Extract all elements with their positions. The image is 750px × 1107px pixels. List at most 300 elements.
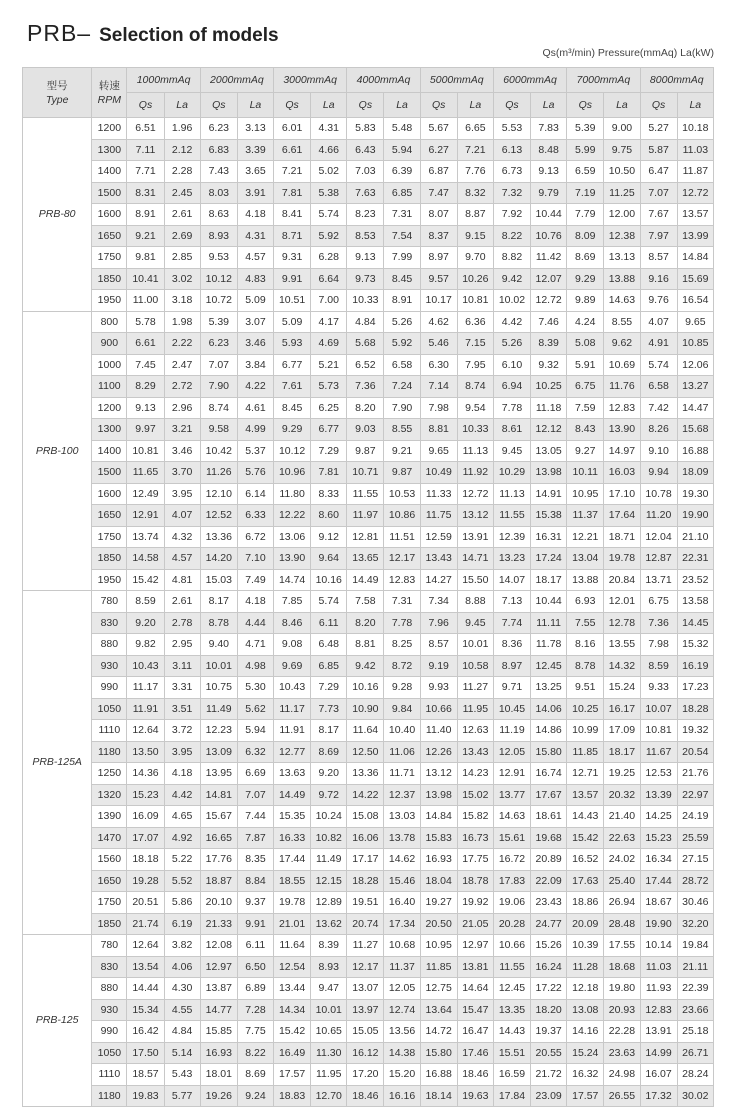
- qs-cell: 11.28: [567, 956, 604, 978]
- la-cell: 12.70: [311, 1085, 347, 1107]
- table-row: [23, 999, 714, 1021]
- la-cell: 16.19: [677, 655, 713, 677]
- la-cell: 9.72: [311, 784, 347, 806]
- la-cell: 13.03: [384, 806, 420, 828]
- qs-cell: 7.59: [567, 397, 604, 419]
- qs-cell: 17.17: [347, 849, 384, 871]
- table-row: [23, 569, 714, 591]
- la-cell: 10.01: [311, 999, 347, 1021]
- la-cell: 2.85: [164, 247, 200, 269]
- la-cell: 17.46: [457, 1042, 493, 1064]
- qs-cell: 14.25: [640, 806, 677, 828]
- qs-cell: 18.57: [127, 1064, 164, 1086]
- la-cell: 8.22: [237, 1042, 273, 1064]
- la-cell: 24.19: [677, 806, 713, 828]
- la-cell: 9.37: [237, 892, 273, 914]
- qs-cell: 15.61: [493, 827, 530, 849]
- qs-cell: 16.88: [420, 1064, 457, 1086]
- la-cell: 16.47: [457, 1021, 493, 1043]
- qs-cell: 13.64: [420, 999, 457, 1021]
- qs-cell: 7.43: [200, 161, 237, 183]
- la-cell: 7.28: [237, 999, 273, 1021]
- qs-cell: 10.25: [567, 698, 604, 720]
- la-cell: 11.06: [384, 741, 420, 763]
- la-cell: 4.83: [237, 268, 273, 290]
- qs-cell: 21.74: [127, 913, 164, 935]
- rpm-cell: 1180: [92, 741, 127, 763]
- la-cell: 15.26: [531, 935, 567, 957]
- rpm-cell: 1050: [92, 698, 127, 720]
- la-cell: 12.83: [604, 397, 640, 419]
- qs-cell: 9.93: [420, 677, 457, 699]
- la-cell: 6.50: [237, 956, 273, 978]
- model-name: PRB-100: [23, 311, 92, 591]
- qs-header: Qs: [200, 93, 237, 118]
- la-cell: 4.66: [311, 139, 347, 161]
- qs-cell: 8.93: [200, 225, 237, 247]
- la-cell: 8.17: [311, 720, 347, 742]
- la-cell: 14.32: [604, 655, 640, 677]
- la-cell: 5.26: [384, 311, 420, 333]
- table-row: [23, 935, 714, 957]
- qs-cell: 5.99: [567, 139, 604, 161]
- table-row: [23, 1042, 714, 1064]
- la-cell: 17.22: [531, 978, 567, 1000]
- la-cell: 24.02: [604, 849, 640, 871]
- la-cell: 3.21: [164, 419, 200, 441]
- qs-cell: 18.14: [420, 1085, 457, 1107]
- la-cell: 16.17: [604, 698, 640, 720]
- qs-cell: 10.12: [200, 268, 237, 290]
- qs-cell: 13.65: [347, 548, 384, 570]
- la-cell: 11.78: [531, 634, 567, 656]
- la-cell: 10.44: [531, 204, 567, 226]
- qs-cell: 16.42: [127, 1021, 164, 1043]
- la-cell: 9.13: [531, 161, 567, 183]
- la-cell: 14.86: [531, 720, 567, 742]
- la-cell: 10.18: [677, 118, 713, 140]
- qs-cell: 6.43: [347, 139, 384, 161]
- la-cell: 10.53: [384, 483, 420, 505]
- la-cell: 16.88: [677, 440, 713, 462]
- la-cell: 12.05: [384, 978, 420, 1000]
- qs-cell: 15.35: [274, 806, 311, 828]
- la-cell: 16.24: [531, 956, 567, 978]
- la-cell: 13.88: [604, 268, 640, 290]
- qs-cell: 5.39: [567, 118, 604, 140]
- rpm-cell: 1300: [92, 139, 127, 161]
- rpm-cell: 800: [92, 311, 127, 333]
- qs-cell: 19.28: [127, 870, 164, 892]
- qs-cell: 11.80: [274, 483, 311, 505]
- qs-cell: 11.00: [127, 290, 164, 312]
- qs-cell: 8.91: [127, 204, 164, 226]
- qs-cell: 9.10: [640, 440, 677, 462]
- table-row: [23, 720, 714, 742]
- la-cell: 15.02: [457, 784, 493, 806]
- la-cell: 21.40: [604, 806, 640, 828]
- la-cell: 10.85: [677, 333, 713, 355]
- la-cell: 2.72: [164, 376, 200, 398]
- qs-cell: 8.59: [640, 655, 677, 677]
- la-cell: 4.44: [237, 612, 273, 634]
- qs-cell: 4.62: [420, 311, 457, 333]
- la-cell: 5.52: [164, 870, 200, 892]
- qs-cell: 9.76: [640, 290, 677, 312]
- la-cell: 18.68: [604, 956, 640, 978]
- la-cell: 22.28: [604, 1021, 640, 1043]
- la-cell: 18.09: [677, 462, 713, 484]
- la-cell: 13.57: [677, 204, 713, 226]
- la-cell: 7.00: [311, 290, 347, 312]
- qs-cell: 12.21: [567, 526, 604, 548]
- qs-cell: 6.61: [274, 139, 311, 161]
- rpm-cell: 1470: [92, 827, 127, 849]
- la-cell: 17.67: [531, 784, 567, 806]
- la-cell: 14.97: [604, 440, 640, 462]
- qs-cell: 11.26: [200, 462, 237, 484]
- la-cell: 25.18: [677, 1021, 713, 1043]
- table-row: [23, 1085, 714, 1107]
- rpm-cell: 1650: [92, 225, 127, 247]
- qs-cell: 13.35: [493, 999, 530, 1021]
- qs-cell: 10.39: [567, 935, 604, 957]
- la-cell: 19.68: [531, 827, 567, 849]
- rpm-cell: 1300: [92, 419, 127, 441]
- la-cell: 9.70: [457, 247, 493, 269]
- la-cell: 3.11: [164, 655, 200, 677]
- la-cell: 21.10: [677, 526, 713, 548]
- qs-cell: 10.29: [493, 462, 530, 484]
- table-row: [23, 892, 714, 914]
- la-cell: 9.79: [531, 182, 567, 204]
- qs-cell: 7.97: [640, 225, 677, 247]
- pressure-header: 8000mmAq: [640, 68, 714, 93]
- rpm-cell: 1850: [92, 913, 127, 935]
- la-cell: 7.99: [384, 247, 420, 269]
- rpm-cell: 1200: [92, 397, 127, 419]
- la-cell: 3.46: [164, 440, 200, 462]
- la-cell: 5.73: [311, 376, 347, 398]
- table-row: [23, 1064, 714, 1086]
- table-row: [23, 397, 714, 419]
- rpm-cell: 880: [92, 634, 127, 656]
- la-cell: 9.20: [311, 763, 347, 785]
- qs-cell: 7.61: [274, 376, 311, 398]
- table-row: [23, 913, 714, 935]
- qs-cell: 8.53: [347, 225, 384, 247]
- rpm-cell: 1750: [92, 892, 127, 914]
- la-cell: 11.42: [531, 247, 567, 269]
- la-cell: 5.14: [164, 1042, 200, 1064]
- la-cell: 18.28: [677, 698, 713, 720]
- qs-cell: 9.82: [127, 634, 164, 656]
- pressure-header: 3000mmAq: [274, 68, 347, 93]
- la-cell: 17.64: [604, 505, 640, 527]
- qs-cell: 8.03: [200, 182, 237, 204]
- table-row: [23, 268, 714, 290]
- la-cell: 30.46: [677, 892, 713, 914]
- qs-cell: 13.98: [420, 784, 457, 806]
- qs-cell: 8.17: [200, 591, 237, 613]
- la-cell: 22.09: [531, 870, 567, 892]
- rpm-cell: 1750: [92, 247, 127, 269]
- qs-cell: 11.17: [274, 698, 311, 720]
- la-cell: 11.13: [457, 440, 493, 462]
- la-cell: 6.89: [237, 978, 273, 1000]
- qs-cell: 10.14: [640, 935, 677, 957]
- rpm-cell: 1850: [92, 548, 127, 570]
- la-cell: 7.29: [311, 677, 347, 699]
- la-cell: 17.75: [457, 849, 493, 871]
- la-cell: 3.51: [164, 698, 200, 720]
- la-cell: 3.65: [237, 161, 273, 183]
- table-row: [23, 376, 714, 398]
- la-cell: 28.48: [604, 913, 640, 935]
- qs-cell: 12.75: [420, 978, 457, 1000]
- la-cell: 10.82: [311, 827, 347, 849]
- qs-cell: 7.55: [567, 612, 604, 634]
- qs-cell: 16.72: [493, 849, 530, 871]
- qs-cell: 10.42: [200, 440, 237, 462]
- la-cell: 13.43: [457, 741, 493, 763]
- qs-cell: 19.26: [200, 1085, 237, 1107]
- la-cell: 11.87: [677, 161, 713, 183]
- la-cell: 6.65: [457, 118, 493, 140]
- la-cell: 9.91: [237, 913, 273, 935]
- qs-cell: 8.20: [347, 397, 384, 419]
- qs-cell: 8.57: [640, 247, 677, 269]
- qs-cell: 10.45: [493, 698, 530, 720]
- qs-cell: 8.78: [567, 655, 604, 677]
- model-name: PRB-125A: [23, 591, 92, 935]
- qs-cell: 14.07: [493, 569, 530, 591]
- table-row: [23, 290, 714, 312]
- la-cell: 6.85: [384, 182, 420, 204]
- la-cell: 11.76: [604, 376, 640, 398]
- qs-cell: 9.89: [567, 290, 604, 312]
- qs-cell: 5.08: [567, 333, 604, 355]
- qs-cell: 15.23: [127, 784, 164, 806]
- qs-cell: 17.32: [640, 1085, 677, 1107]
- la-cell: 5.74: [311, 204, 347, 226]
- qs-header: Qs: [347, 93, 384, 118]
- qs-cell: 17.84: [493, 1085, 530, 1107]
- qs-cell: 16.34: [640, 849, 677, 871]
- qs-cell: 14.77: [200, 999, 237, 1021]
- qs-cell: 9.53: [200, 247, 237, 269]
- qs-cell: 7.45: [127, 354, 164, 376]
- qs-cell: 7.92: [493, 204, 530, 226]
- table-row: [23, 462, 714, 484]
- qs-cell: 12.23: [200, 720, 237, 742]
- la-cell: 5.48: [384, 118, 420, 140]
- la-cell: 5.43: [164, 1064, 200, 1086]
- qs-cell: 11.93: [640, 978, 677, 1000]
- la-cell: 14.91: [531, 483, 567, 505]
- la-cell: 18.71: [604, 526, 640, 548]
- qs-cell: 20.09: [567, 913, 604, 935]
- la-cell: 27.15: [677, 849, 713, 871]
- la-cell: 8.69: [237, 1064, 273, 1086]
- la-cell: 3.82: [164, 935, 200, 957]
- la-cell: 14.45: [677, 612, 713, 634]
- qs-cell: 11.27: [347, 935, 384, 957]
- la-cell: 13.99: [677, 225, 713, 247]
- la-cell: 2.12: [164, 139, 200, 161]
- la-cell: 13.56: [384, 1021, 420, 1043]
- qs-cell: 7.96: [420, 612, 457, 634]
- qs-cell: 8.26: [640, 419, 677, 441]
- qs-cell: 13.57: [567, 784, 604, 806]
- qs-cell: 12.05: [493, 741, 530, 763]
- la-cell: 5.74: [311, 591, 347, 613]
- type-header-en: Type: [45, 93, 69, 106]
- qs-cell: 18.18: [127, 849, 164, 871]
- la-cell: 7.73: [311, 698, 347, 720]
- la-cell: 9.12: [311, 526, 347, 548]
- qs-cell: 17.83: [493, 870, 530, 892]
- la-cell: 9.65: [677, 311, 713, 333]
- la-cell: 16.54: [677, 290, 713, 312]
- la-cell: 10.50: [604, 161, 640, 183]
- table-row: [23, 247, 714, 269]
- la-cell: 6.48: [311, 634, 347, 656]
- qs-cell: 14.49: [347, 569, 384, 591]
- qs-cell: 7.36: [347, 376, 384, 398]
- qs-cell: 20.10: [200, 892, 237, 914]
- qs-cell: 13.95: [200, 763, 237, 785]
- qs-cell: 8.36: [493, 634, 530, 656]
- la-cell: 6.11: [311, 612, 347, 634]
- qs-cell: 11.67: [640, 741, 677, 763]
- table-row: [23, 612, 714, 634]
- qs-cell: 10.01: [200, 655, 237, 677]
- qs-cell: 10.16: [347, 677, 384, 699]
- qs-cell: 13.54: [127, 956, 164, 978]
- qs-cell: 4.42: [493, 311, 530, 333]
- qs-cell: 11.91: [274, 720, 311, 742]
- la-cell: 13.27: [677, 376, 713, 398]
- la-cell: 13.78: [384, 827, 420, 849]
- qs-cell: 14.99: [640, 1042, 677, 1064]
- la-cell: 15.69: [677, 268, 713, 290]
- la-header: La: [457, 93, 493, 118]
- qs-cell: 5.74: [640, 354, 677, 376]
- type-header: [23, 68, 92, 118]
- qs-cell: 15.05: [347, 1021, 384, 1043]
- qs-cell: 10.95: [420, 935, 457, 957]
- qs-cell: 8.78: [200, 612, 237, 634]
- qs-cell: 8.23: [347, 204, 384, 226]
- qs-cell: 16.49: [274, 1042, 311, 1064]
- la-cell: 2.45: [164, 182, 200, 204]
- la-cell: 17.55: [604, 935, 640, 957]
- qs-cell: 11.33: [420, 483, 457, 505]
- la-cell: 11.92: [457, 462, 493, 484]
- qs-cell: 18.01: [200, 1064, 237, 1086]
- qs-cell: 8.09: [567, 225, 604, 247]
- la-cell: 10.44: [531, 591, 567, 613]
- qs-cell: 9.65: [420, 440, 457, 462]
- qs-cell: 10.66: [493, 935, 530, 957]
- qs-cell: 5.46: [420, 333, 457, 355]
- qs-cell: 6.51: [127, 118, 164, 140]
- qs-cell: 15.34: [127, 999, 164, 1021]
- qs-header: Qs: [274, 93, 311, 118]
- qs-cell: 10.49: [420, 462, 457, 484]
- qs-cell: 11.13: [493, 483, 530, 505]
- qs-cell: 14.44: [127, 978, 164, 1000]
- rpm-header: [92, 68, 127, 118]
- qs-cell: 10.75: [200, 677, 237, 699]
- qs-cell: 7.36: [640, 612, 677, 634]
- rpm-cell: 930: [92, 999, 127, 1021]
- rpm-cell: 1560: [92, 849, 127, 871]
- qs-cell: 7.71: [127, 161, 164, 183]
- la-cell: 23.66: [677, 999, 713, 1021]
- la-cell: 12.15: [311, 870, 347, 892]
- qs-cell: 15.83: [420, 827, 457, 849]
- qs-cell: 9.31: [274, 247, 311, 269]
- qs-cell: 13.88: [567, 569, 604, 591]
- qs-cell: 5.91: [567, 354, 604, 376]
- la-cell: 7.81: [311, 462, 347, 484]
- qs-cell: 5.09: [274, 311, 311, 333]
- qs-cell: 17.07: [127, 827, 164, 849]
- qs-cell: 7.14: [420, 376, 457, 398]
- la-cell: 21.11: [677, 956, 713, 978]
- la-cell: 16.16: [384, 1085, 420, 1107]
- la-cell: 13.25: [531, 677, 567, 699]
- qs-cell: 7.42: [640, 397, 677, 419]
- qs-cell: 12.49: [127, 483, 164, 505]
- la-cell: 11.71: [384, 763, 420, 785]
- qs-cell: 11.19: [493, 720, 530, 742]
- table-row: [23, 698, 714, 720]
- page-title: [27, 20, 279, 50]
- la-cell: 8.74: [457, 376, 493, 398]
- la-cell: 5.94: [384, 139, 420, 161]
- qs-cell: 13.36: [347, 763, 384, 785]
- qs-cell: 5.87: [640, 139, 677, 161]
- qs-cell: 12.91: [127, 505, 164, 527]
- la-cell: 17.23: [677, 677, 713, 699]
- qs-cell: 14.27: [420, 569, 457, 591]
- la-cell: 13.91: [457, 526, 493, 548]
- qs-cell: 12.77: [274, 741, 311, 763]
- qs-cell: 10.02: [493, 290, 530, 312]
- rpm-cell: 990: [92, 677, 127, 699]
- qs-cell: 13.87: [200, 978, 237, 1000]
- qs-cell: 16.12: [347, 1042, 384, 1064]
- la-cell: 4.81: [164, 569, 200, 591]
- qs-cell: 15.23: [640, 827, 677, 849]
- qs-cell: 13.07: [347, 978, 384, 1000]
- la-cell: 11.49: [311, 849, 347, 871]
- la-header: La: [384, 93, 420, 118]
- la-cell: 4.22: [237, 376, 273, 398]
- qs-cell: 12.52: [200, 505, 237, 527]
- la-cell: 30.02: [677, 1085, 713, 1107]
- qs-cell: 15.51: [493, 1042, 530, 1064]
- qs-cell: 9.16: [640, 268, 677, 290]
- la-cell: 12.12: [531, 419, 567, 441]
- qs-header: Qs: [640, 93, 677, 118]
- la-cell: 10.86: [384, 505, 420, 527]
- qs-cell: 6.10: [493, 354, 530, 376]
- qs-cell: 10.43: [274, 677, 311, 699]
